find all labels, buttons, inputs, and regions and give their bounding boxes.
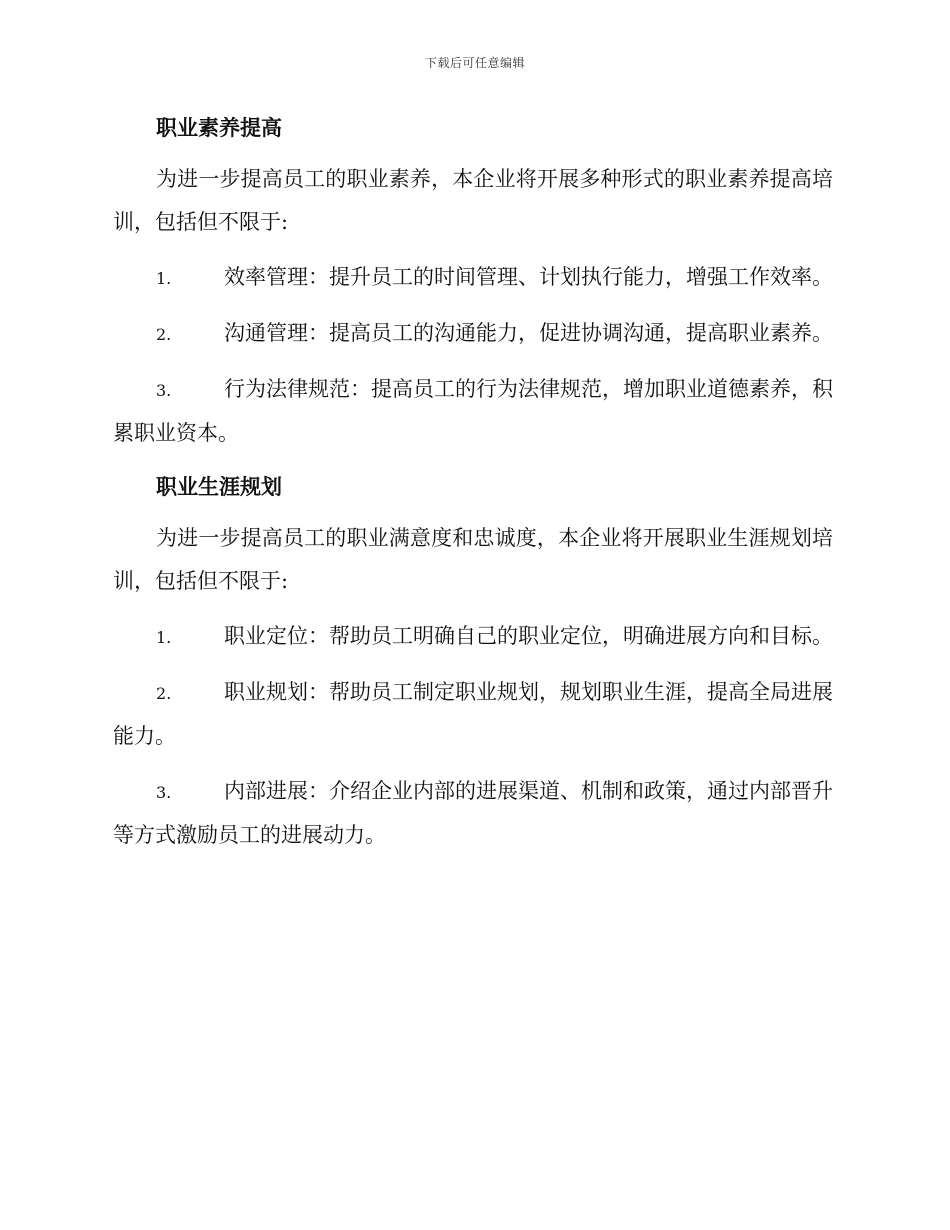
list-item: [113, 312, 833, 356]
section-intro: 为进一步提高员工的职业满意度和忠诚度，本企业将开展职业生涯规划培训，包括但不限于:: [113, 526, 833, 593]
list-item: [113, 368, 833, 455]
list-item-text: 行为法律规范：提高员工的行为法律规范，增加职业道德素养，积累职业资本。: [113, 377, 833, 445]
list-item: [113, 256, 833, 300]
section-intro: 为进一步提高员工的职业素养，本企业将开展多种形式的职业素养提高培训，包括但不限于:: [113, 167, 833, 234]
list-item-number: 3.: [156, 783, 172, 802]
list-item-number: 2.: [156, 684, 172, 703]
list-item-number: 1.: [156, 628, 172, 647]
header-note: 下载后可任意编辑: [424, 56, 525, 70]
list-item-text: 效率管理：提升员工的时间管理、计划执行能力，增强工作效率。: [224, 265, 833, 289]
section-career-planning: [113, 467, 833, 857]
list-item: [113, 671, 833, 758]
list-item: [113, 770, 833, 857]
section-heading: 职业生涯规划: [156, 475, 282, 499]
list-item-number: 3.: [156, 381, 172, 400]
section-heading: 职业素养提高: [156, 116, 282, 140]
list-item-text: 职业规划：帮助员工制定职业规划，规划职业生涯，提高全局进展能力。: [113, 680, 833, 748]
list-item-number: 2.: [156, 325, 172, 344]
section-professional-quality: [113, 108, 833, 455]
list-item-text: 职业定位：帮助员工明确自己的职业定位，明确进展方向和目标。: [224, 624, 833, 648]
list-item: [113, 615, 833, 659]
list-item-number: 1.: [156, 269, 172, 288]
list-item-text: 沟通管理：提高员工的沟通能力，促进协调沟通，提高职业素养。: [224, 321, 833, 345]
list-item-text: 内部进展：介绍企业内部的进展渠道、机制和政策，通过内部晋升等方式激励员工的进展动力。: [113, 779, 833, 847]
document-body: [113, 108, 833, 869]
